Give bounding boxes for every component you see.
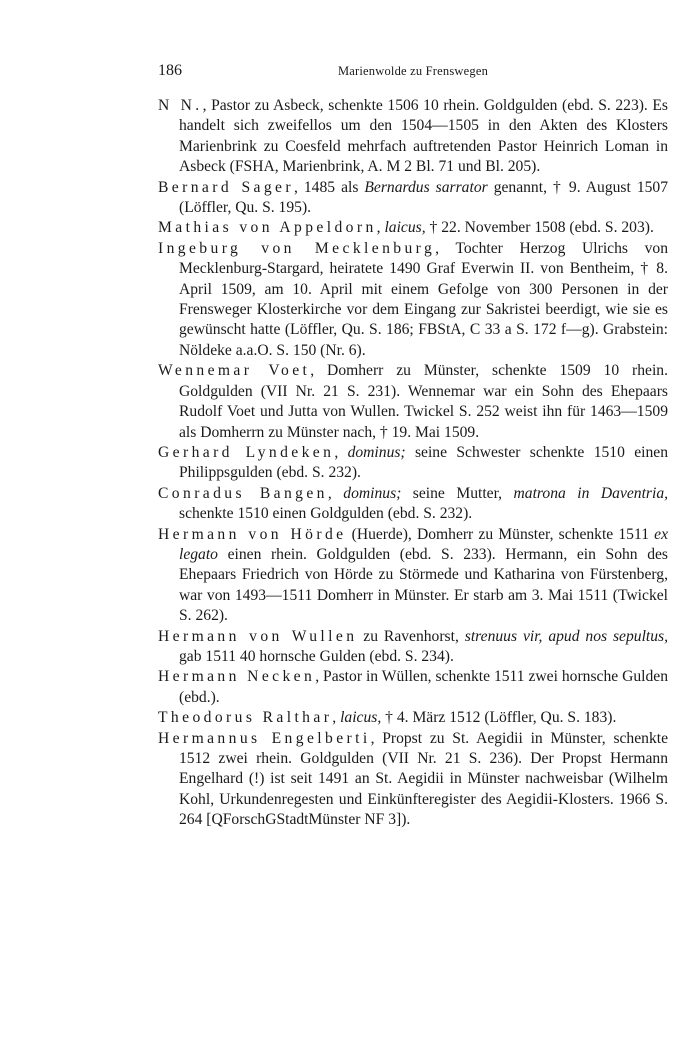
register-entry — [158, 484, 668, 525]
entry-text: , — [376, 219, 385, 237]
entry-text: genannt, † 9. August 1507 (Löffler, Qu. S. 195). — [179, 178, 669, 217]
entry-name: Conradus Bangen — [158, 484, 328, 502]
page-header — [158, 62, 668, 84]
entry-text: , — [334, 443, 348, 461]
entry-text: , Tochter Herzog Ulrichs von Mecklenburg-Stargard, heiratete 1490 Graf Everwin II. von Bentheim, † 8. April 1509, am 10. April mit einem Gefolge von 300 Personen in der Frensweger Klosterkirche vor dem Eingang zur Sakristei beerdigt, wie sie es gewünscht hatte (Löffler, Qu. S. 186; FBStA, C 33 a S. 172 f—g). Grabstein: Nöldeke a.a.O. S. 150 (Nr. 6). — [179, 239, 668, 359]
entry-name: N N. — [158, 97, 203, 114]
register-entry — [158, 361, 668, 443]
register-entry — [158, 627, 668, 668]
entry-text: , — [332, 709, 341, 727]
running-title: Marienwolde zu Frenswegen — [337, 64, 489, 78]
entry-text-italic: dominus; — [343, 484, 402, 502]
entry-text: † 22. November 1508 (ebd. S. 203). — [425, 219, 654, 237]
entry-name: Gerhard Lyndeken — [158, 443, 335, 461]
register-entry — [158, 218, 668, 238]
entry-text-italic: matrona in Daventria, — [513, 484, 669, 502]
entry-text: , — [327, 484, 344, 502]
entry-text: einen rhein. Goldgulden (ebd. S. 233). Hermann, ein Sohn des Ehepaars Friedrich von Hörde zu Störmede und Katharina von Fürstenberg, war von 1493—1511 Domherr in Münster. Er starb am 3. Mai 1511 (Twickel S. 262). — [179, 545, 668, 625]
entry-text: schenkte 1510 einen Goldgulden (ebd. S. 232). — [179, 505, 473, 523]
entry-text: zu Ravenhorst, — [357, 627, 465, 645]
entry-name: Mathias von Appeldorn — [158, 219, 377, 237]
entry-text: (Huerde), Domherr zu Münster, schenkte 1511 — [346, 525, 655, 543]
entry-text: , Propst zu St. Aegidii in Münster, schenkte 1512 zwei rhein. Goldgulden (VII Nr. 21 S. 236). Der Propst Hermann Engelhard (!) ist seit 1491 an St. Aegidii in Münster nachweisbar (Wilhelm Kohl, Urkundenregesten und Einkünfteregister des Aegidii-Klosters. 1966 S. 264 [QForschGStadtMünster NF 3]). — [179, 729, 668, 829]
entry-text: gab 1511 40 hornsche Gulden (ebd. S. 234). — [179, 647, 454, 665]
entry-name: Wennemar Voet — [158, 362, 311, 380]
entry-name: Hermann von Wullen — [158, 627, 358, 645]
entry-text-italic: Bernardus sarrator — [364, 178, 488, 196]
entry-text-italic: strenuus vir, apud nos sepultus, — [464, 627, 668, 645]
entry-text: seine Schwester schenkte 1510 einen Philippsgulden (ebd. S. 232). — [179, 443, 669, 482]
entry-text-italic: laicus, — [340, 709, 382, 727]
entry-text: , Domherr zu Münster, schenkte 1509 10 rhein. Goldgulden (VII Nr. 21 S. 231). Wennemar war ein Sohn des Ehepaars Rudolf Voet und Jutta von Wullen. Twickel S. 252 weist ihn für 1463—1509 als Domherrn zu Münster nach, † 19. Mai 1509. — [179, 362, 668, 441]
entry-text: , 1485 als — [293, 178, 365, 196]
entry-name: Theodorus Ralthar — [158, 709, 333, 727]
entry-name: Ingeburg von Mecklenburg — [158, 239, 436, 257]
entry-name: Hermann von Hörde — [158, 525, 347, 543]
page-number: 186 — [158, 62, 182, 79]
register-entry — [158, 239, 668, 361]
register-entry — [158, 443, 668, 484]
register-entry — [158, 178, 668, 219]
entry-text-italic: dominus; — [347, 443, 406, 461]
register-entry — [158, 667, 668, 708]
register-entry — [158, 708, 668, 728]
entry-name: Bernard Sager — [158, 178, 294, 196]
entry-list — [158, 96, 668, 831]
entry-text: seine Mutter, — [401, 484, 514, 502]
register-entry — [158, 729, 668, 831]
entry-name: Hermannus Engelberti — [158, 729, 371, 747]
entry-text: † 4. März 1512 (Löffler, Qu. S. 183). — [381, 709, 617, 727]
register-entry — [158, 96, 668, 178]
entry-text: , Pastor zu Asbeck, schenkte 1506 10 rhein. Goldgulden (ebd. S. 223). Es handelt sich zweifellos um den 1504—1505 in den Akten des Klosters Marienbrink zu Coesfeld mehrfach auftretenden Pastor Heinrich Loman in Asbeck (FSHA, Marienbrink, A. M 2 Bl. 71 und Bl. 205). — [179, 97, 668, 176]
entry-text: , Pastor in Wüllen, schenkte 1511 zwei hornsche Gulden (ebd.). — [179, 668, 669, 706]
entry-name: Hermann Necken — [158, 668, 316, 686]
entry-text-italic: laicus, — [384, 219, 426, 237]
register-entry — [158, 525, 668, 627]
entry-text-italic: ex legato — [179, 525, 668, 563]
